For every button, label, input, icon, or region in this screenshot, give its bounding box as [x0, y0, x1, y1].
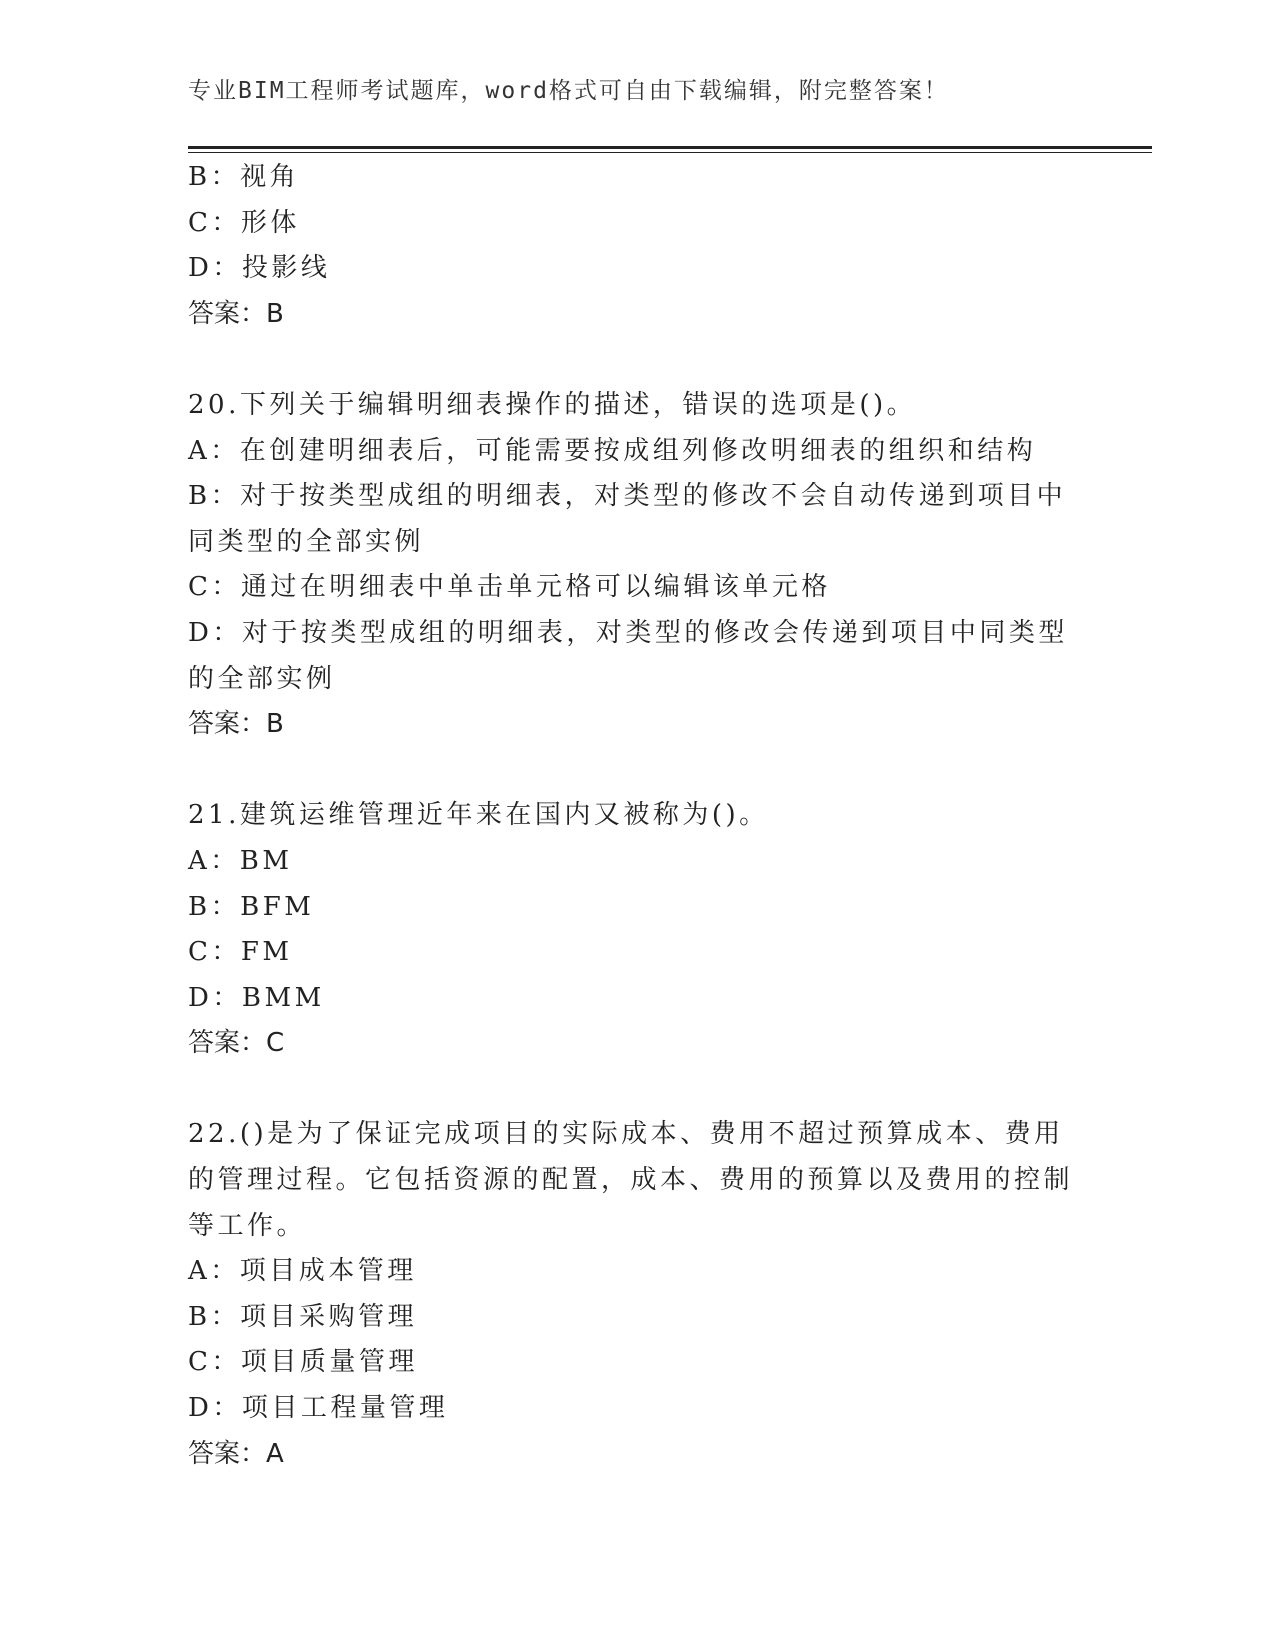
- option-d: D：项目工程量管理: [188, 1393, 449, 1424]
- question-stem: 20.下列关于编辑明细表操作的描述，错误的选项是()。: [188, 389, 917, 420]
- option-c: C：项目质量管理: [188, 1347, 418, 1378]
- option-b: B：视角: [188, 162, 300, 192]
- spacer: [188, 748, 1078, 794]
- prev-question-block: [188, 155, 1078, 337]
- option-b: B：对于按类型成组的明细表，对类型的修改不会自动传递到项目中同类型的全部实例: [188, 481, 1067, 557]
- option-a: A：项目成本管理: [188, 1256, 417, 1287]
- option-c: C：通过在明细表中单击单元格可以编辑该单元格: [188, 572, 831, 603]
- option-d: D：投影线: [188, 253, 331, 284]
- question-20-block: [188, 383, 1078, 748]
- document-header: 专业BIM工程师考试题库，word格式可自由下载编辑，附完整答案！: [188, 78, 949, 104]
- answer-line: 答案：B: [188, 298, 284, 329]
- option-d: D：BMM: [188, 982, 325, 1013]
- question-22-block: [188, 1112, 1078, 1477]
- header-rule-thin: [188, 152, 1152, 153]
- question-21-block: [188, 793, 1078, 1067]
- option-d: D：对于按类型成组的明细表，对类型的修改会传递到项目中同类型的全部实例: [188, 617, 1068, 694]
- answer-line: 答案：C: [188, 1028, 285, 1059]
- question-stem: 21.建筑运维管理近年来在国内又被称为()。: [188, 800, 769, 831]
- option-b: B：项目采购管理: [188, 1301, 418, 1332]
- option-c: C：形体: [188, 207, 300, 238]
- spacer: [188, 1067, 1078, 1113]
- option-c: C：FM: [188, 937, 293, 968]
- answer-line: 答案：B: [188, 709, 284, 740]
- option-a: A：在创建明细表后，可能需要按成组列修改明细表的组织和结构: [188, 435, 1037, 466]
- option-b: B：BFM: [188, 891, 315, 922]
- header-rule-thick: [188, 146, 1152, 149]
- spacer: [188, 337, 1078, 383]
- option-a: A：BM: [188, 845, 293, 876]
- question-stem: 22.()是为了保证完成项目的实际成本、费用不超过预算成本、费用的管理过程。它包括资源的配置，成本、费用的预算以及费用的控制等工作。: [188, 1119, 1074, 1241]
- answer-line: 答案：A: [188, 1438, 284, 1469]
- question-list: [188, 155, 1078, 1477]
